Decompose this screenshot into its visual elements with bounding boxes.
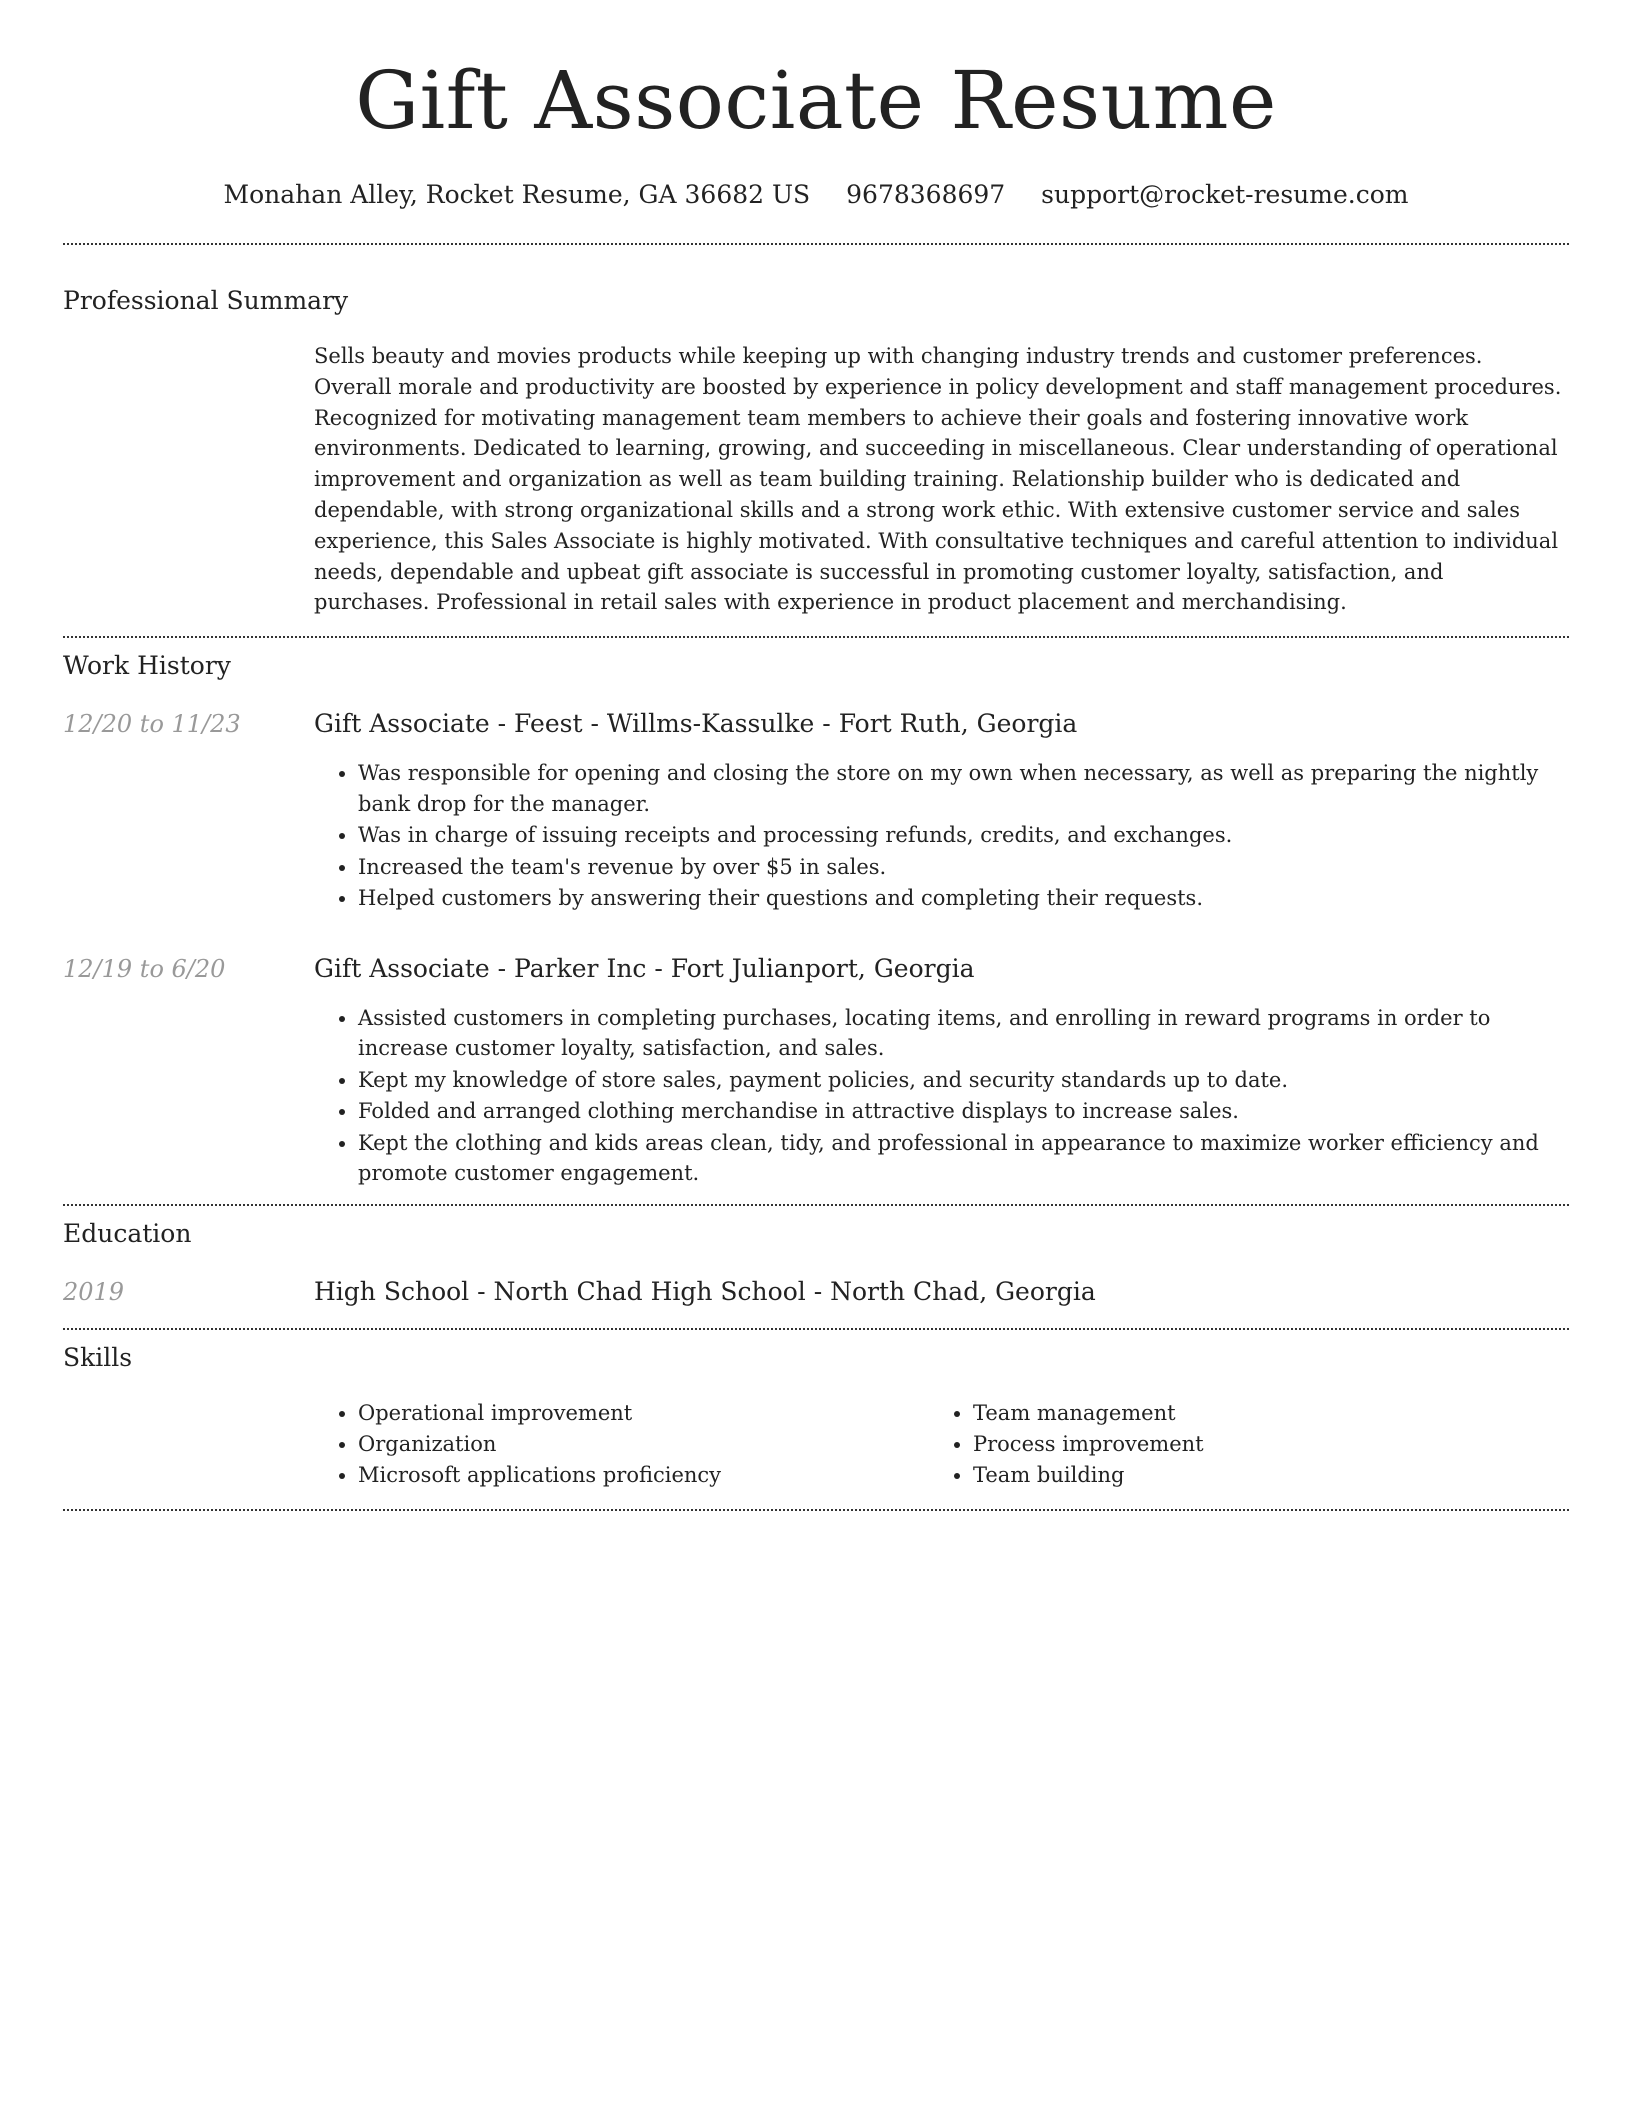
job-dates: 12/20 to 11/23 xyxy=(63,710,241,739)
job-bullets xyxy=(314,758,1569,914)
contact-line xyxy=(63,179,1569,211)
job-bullet: • Helped customers by answering their questions and completing their requests. xyxy=(358,883,1569,914)
skills-body xyxy=(314,1398,1569,1491)
job-bullet: • Kept the clothing and kids areas clean, tidy, and professional in appearance to maximize worker efficiency and promote customer engagement. xyxy=(358,1128,1569,1189)
skill-item: • Organization xyxy=(358,1429,929,1460)
divider xyxy=(63,1204,1569,1206)
skills-left-spacer xyxy=(63,1398,314,1491)
education-details xyxy=(314,1276,1569,1308)
job-details xyxy=(314,953,1569,1190)
skills-column-left xyxy=(314,1398,929,1491)
education-heading: Education xyxy=(63,1218,192,1248)
job-bullet: • Increased the team's revenue by over $5 in sales. xyxy=(358,852,1569,883)
summary-body xyxy=(314,341,1569,618)
job-entry xyxy=(63,708,1569,915)
job-details xyxy=(314,708,1569,915)
job-bullets xyxy=(314,1003,1569,1189)
resume-title: Gift Associate Resume xyxy=(355,54,1277,147)
skills-grid xyxy=(314,1398,1569,1491)
divider xyxy=(63,1509,1569,1511)
job-bullet: • Kept my knowledge of store sales, payment policies, and security standards up to date. xyxy=(358,1065,1569,1096)
summary-heading: Professional Summary xyxy=(63,286,349,315)
job-dates: 12/19 to 6/20 xyxy=(63,954,226,983)
divider xyxy=(63,636,1569,638)
summary-left-spacer xyxy=(63,341,314,618)
skill-item: • Process improvement xyxy=(973,1429,1544,1460)
job-bullet: • Was responsible for opening and closing the store on my own when necessary, as well as preparing the nightly bank drop for the manager. xyxy=(358,758,1569,819)
job-bullet: • Was in charge of issuing receipts and processing refunds, credits, and exchanges. xyxy=(358,820,1569,851)
skills-row xyxy=(63,1398,1569,1491)
education-entry xyxy=(63,1276,1569,1308)
contact-phone: 9678368697 xyxy=(846,180,1006,209)
divider xyxy=(63,243,1569,245)
skill-item: • Operational improvement xyxy=(358,1398,929,1429)
contact-email: support@rocket-resume.com xyxy=(1041,180,1409,209)
job-entry xyxy=(63,953,1569,1190)
summary-text: Sells beauty and movies products while keeping up with changing industry trends and customer preferences. Overall morale and productivity are boosted by experience in policy development and staff management procedures. Recognized for motivating management team members to achieve their goals and fostering innovative work environments. Dedicated to learning, growing, and succeeding in miscellaneous. Clear understanding of operational improvement and organization as well as team building training. Relationship builder who is dedicated and dependable, with strong organizational skills and a strong work ethic. With extensive customer service and sales experience, this Sales Associate is highly motivated. With consultative techniques and careful attention to individual needs, dependable and upbeat gift associate is successful in promoting customer loyalty, satisfaction, and purchases. Professional in retail sales with experience in product placement and merchandising. xyxy=(314,344,1562,615)
summary-row xyxy=(63,341,1569,618)
contact-address: Monahan Alley, Rocket Resume, GA 36682 US xyxy=(223,180,811,209)
skills-column-right xyxy=(929,1398,1544,1491)
job-bullet: • Assisted customers in completing purchases, locating items, and enrolling in reward programs in order to increase customer loyalty, satisfaction, and sales. xyxy=(358,1003,1569,1064)
education-title: High School - North Chad High School - North Chad, Georgia xyxy=(314,1276,1096,1306)
job-title: Gift Associate - Parker Inc - Fort Julianport, Georgia xyxy=(314,953,975,983)
skill-item: • Microsoft applications proficiency xyxy=(358,1460,929,1491)
job-bullet: • Folded and arranged clothing merchandise in attractive displays to increase sales. xyxy=(358,1096,1569,1127)
education-year: 2019 xyxy=(63,1277,125,1306)
job-title: Gift Associate - Feest - Willms-Kassulke - Fort Ruth, Georgia xyxy=(314,709,1078,739)
skills-heading: Skills xyxy=(63,1342,133,1372)
divider xyxy=(63,1328,1569,1330)
work-history-heading: Work History xyxy=(63,651,231,681)
skill-item: • Team building xyxy=(973,1460,1544,1491)
skill-item: • Team management xyxy=(973,1398,1544,1429)
